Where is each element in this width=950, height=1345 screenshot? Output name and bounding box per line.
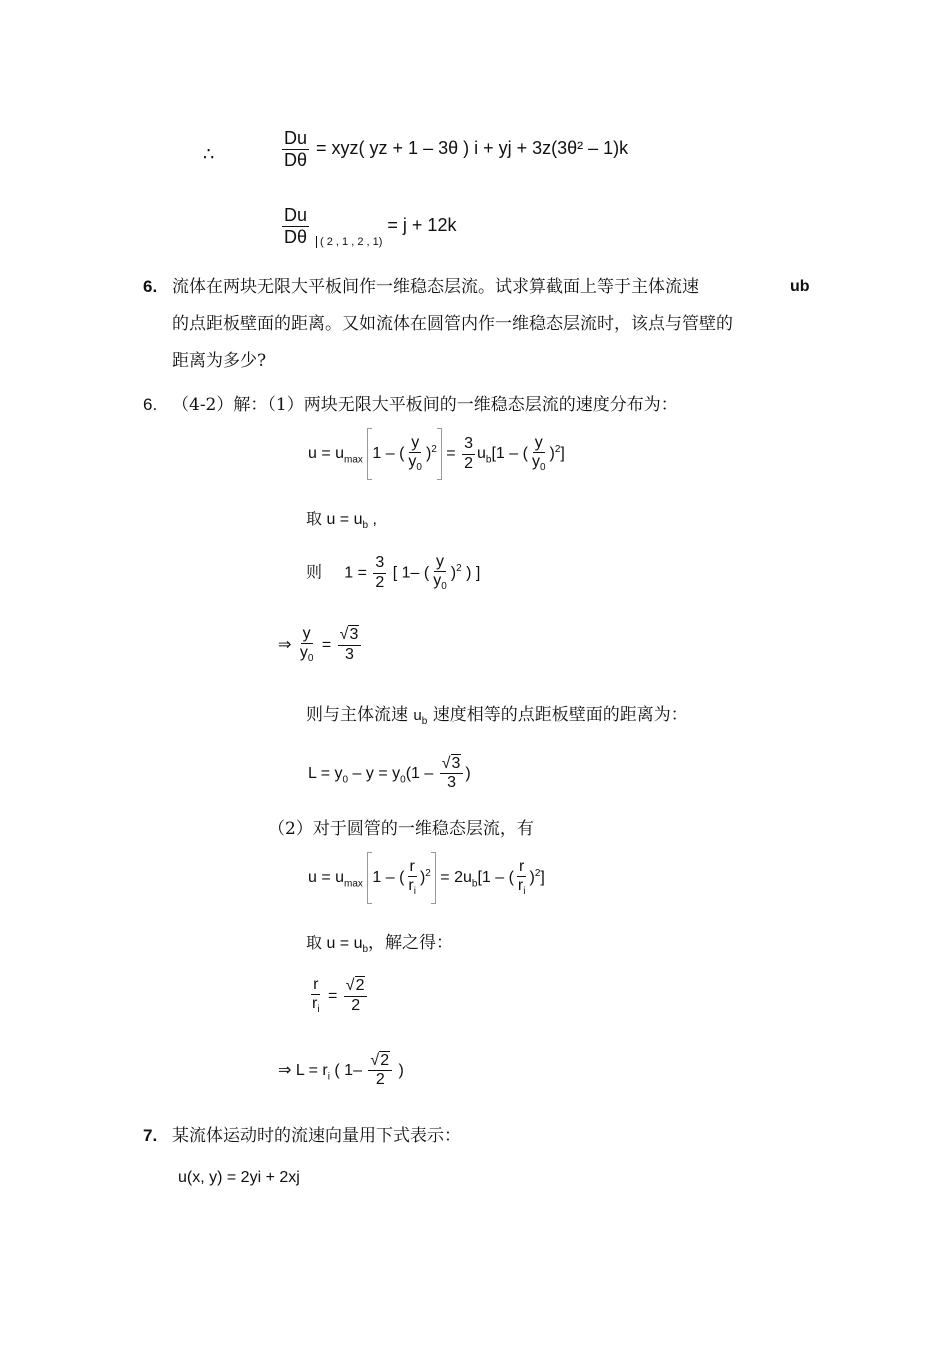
question-text-line: 距离为多少? bbox=[172, 351, 267, 371]
take-label: 取 u = u bbox=[306, 935, 363, 952]
question-text-line: 的点距板壁面的距离。又如流体在圆管内作一维稳态层流时，该点与管壁的 bbox=[172, 314, 733, 334]
equation-evaluated bbox=[280, 205, 456, 248]
evaluation-point: ( 2 , 1 , 2 , 1) bbox=[316, 236, 382, 248]
fraction-denominator: Dθ bbox=[284, 226, 308, 247]
velocity-distribution-pipe: $u = u_{max}$ 1 – ( $\frac{r}{r_i}$ )$^2 = 2u_b[1$ – ( $\frac{r}{r_i}$ )$^2$] bbox=[308, 852, 545, 904]
velocity-distribution-plates: $u = u_{max}$ 1 – ( $\frac{y}{y_0}$ )$^2$ = $\frac{3}{2}$ $u_b[1$ – ( $\frac{y}{y_0}$ )$^2$] bbox=[308, 428, 565, 480]
question-number: 7. bbox=[143, 1126, 158, 1145]
distance-L-pipe: ⇒ $L = r_i$ ( 1– $\frac{√2}{2}$ ) bbox=[278, 1052, 404, 1089]
solution-intro: （4-2）解：（1）两块无限大平板间的一维稳态层流的速度分布为： bbox=[172, 395, 678, 415]
ratio-y-y0: ⇒ $\frac{y}{y_0}$ = $\frac{√3}{3}$ bbox=[278, 625, 363, 665]
take-u-ub: 取 $u = u_b$ , bbox=[306, 511, 377, 532]
equation-rhs: = xyz( yz + 1 – 3θ ) i + yj + 3z(3θ² – 1)k bbox=[316, 137, 629, 158]
part2-intro: （2）对于圆管的一维稳态层流，有 bbox=[268, 819, 534, 839]
take-u-ub-pipe: 取 $u = u_b$，解之得： bbox=[306, 933, 454, 956]
question-text: 某流体运动时的流速向量用下式表示： bbox=[172, 1126, 461, 1146]
velocity-vector-equation: u(x, y) = 2yi + 2xj bbox=[178, 1169, 300, 1186]
solve-text: ，解之得： bbox=[368, 933, 454, 953]
question-number: 6. bbox=[143, 277, 158, 296]
equation-rhs: = j + 12k bbox=[387, 214, 457, 235]
distance-text: 速度相等的点距板壁面的距离为： bbox=[432, 705, 688, 725]
solution-number: 6. bbox=[143, 395, 158, 414]
therefore-symbol: ∴ bbox=[203, 144, 215, 164]
fraction-du-dtheta-eval bbox=[282, 205, 309, 247]
equation-du-dtheta bbox=[280, 128, 628, 170]
ub-symbol: ub bbox=[790, 278, 810, 295]
distance-statement: 则与主体流速 $u_b$ 速度相等的点距板壁面的距离为： bbox=[306, 705, 688, 727]
question-text-line: 流体在两块无限大平板间作一维稳态层流。试求算截面上等于主体流速 bbox=[172, 277, 699, 297]
take-label: 取 u = u bbox=[306, 511, 363, 528]
distance-text: 则与主体流速 bbox=[306, 705, 408, 725]
then-label: 则 bbox=[306, 564, 323, 582]
fraction-denominator: Dθ bbox=[284, 149, 308, 170]
fraction-numerator: Du bbox=[284, 128, 308, 148]
fraction-du-dtheta bbox=[282, 128, 309, 170]
distance-L-plates: $L = y_0 - y = y_0(1$ – $\frac{√3}{3}$ ) bbox=[308, 755, 471, 792]
fraction-numerator: Du bbox=[284, 205, 308, 225]
then-equation: 则 1 = $\frac{3}{2}$ [ 1– ( $\frac{y}{y_0}$ )$^2$ ) ] bbox=[306, 553, 481, 593]
ratio-r-ri: $\frac{r}{r_i}$ = $\frac{√2}{2}$ bbox=[308, 976, 369, 1016]
